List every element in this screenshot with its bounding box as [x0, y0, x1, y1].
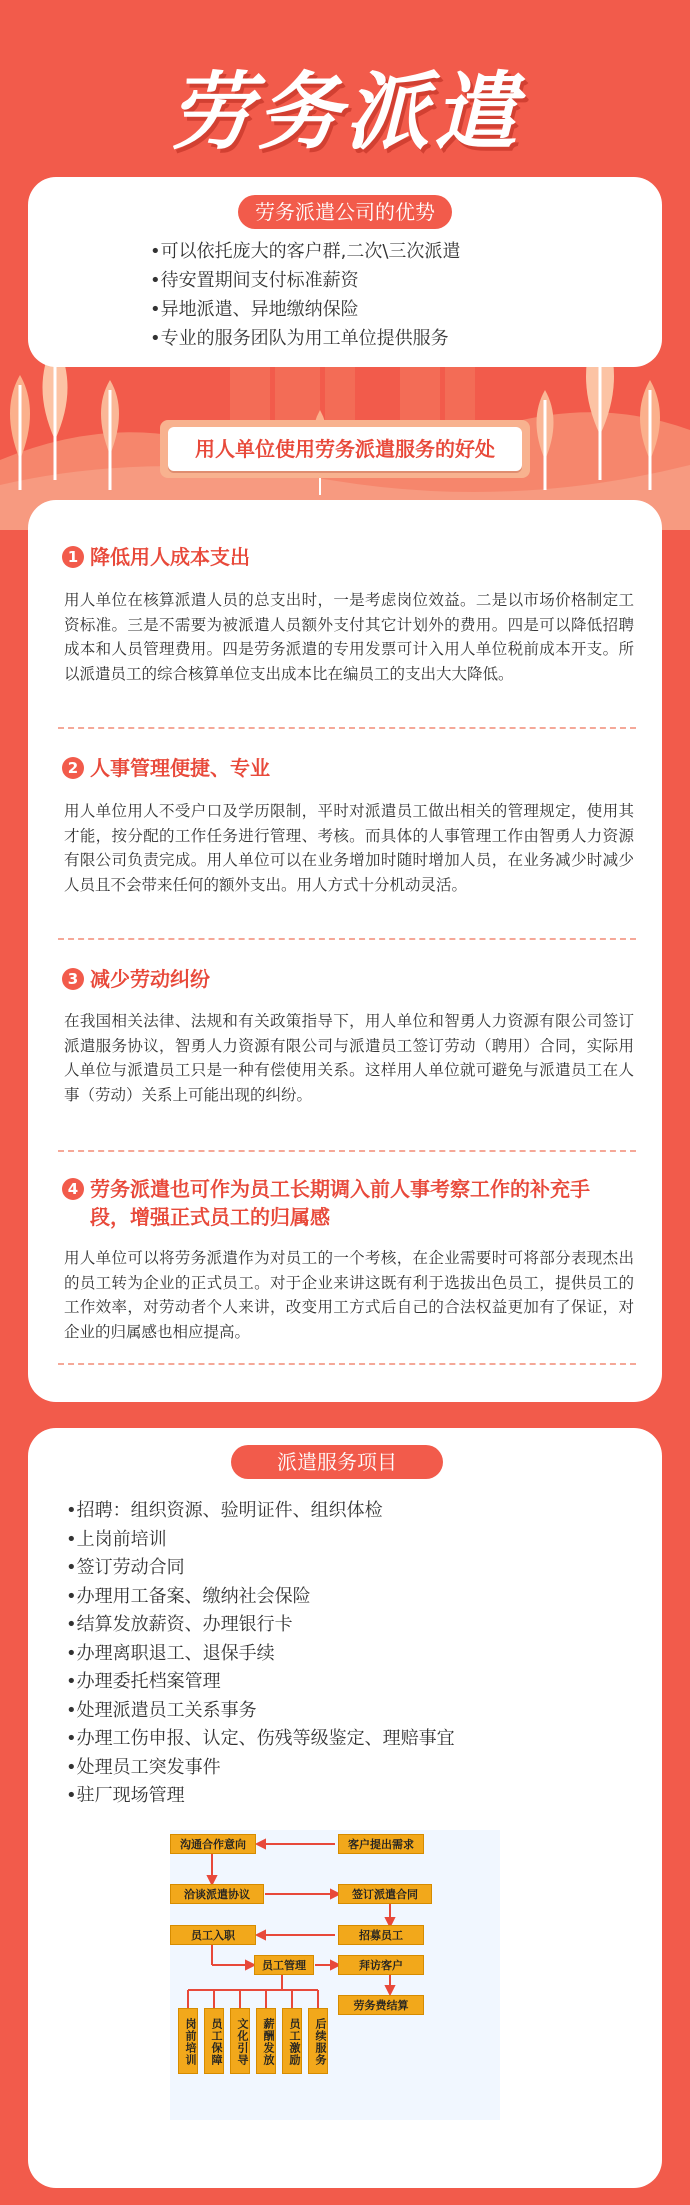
services-list [66, 1497, 455, 1811]
divider [58, 1150, 636, 1152]
list-item: •办理委托档案管理 [66, 1671, 221, 1692]
section-number-badge: 2 [62, 757, 84, 779]
list-item: •办理用工备案、缴纳社会保险 [66, 1585, 311, 1607]
divider [58, 938, 636, 940]
section-heading [62, 543, 250, 571]
flow-step-settle: 劳务费结算 [338, 1995, 424, 2015]
advantages-list [150, 237, 460, 353]
flow-branch: 岗前培训 [178, 2008, 198, 2074]
section-heading [62, 1175, 622, 1231]
flow-step-visit: 拜访客户 [338, 1955, 424, 1975]
list-item: •可以依托庞大的客户群,二次\三次派遣 [150, 241, 461, 262]
section-title: 人事管理便捷、专业 [90, 756, 270, 780]
section-body: 用人单位用人不受户口及学历限制，平时对派遣员工做出相关的管理规定，使用其才能，按分配的工作任务进行管理、考核。而具体的人事管理工作由智勇人力资源有限公司负责完成。用人单位可以在业务增加时随时增加人员，在业务减少时减少人员且不会带来任何的额外支出。用人方式十分机动灵活。 [64, 802, 634, 894]
section-title: 降低用人成本支出 [90, 545, 250, 569]
process-flowchart [170, 1830, 500, 2120]
list-item: •签订劳动合同 [66, 1557, 185, 1578]
section-number-badge: 3 [62, 968, 84, 990]
flow-branch: 文化引导 [230, 2008, 250, 2074]
list-item: •处理派遣员工关系事务 [66, 1699, 257, 1721]
flow-branch: 后续服务 [308, 2008, 328, 2074]
section-number-badge: 1 [62, 546, 84, 568]
section-heading [62, 754, 270, 782]
flow-step-negotiate: 洽谈派遣协议 [170, 1884, 264, 1904]
list-item: •办理离职退工、退保手续 [66, 1642, 275, 1664]
list-item: •招聘：组织资源、验明证件、组织体检 [66, 1500, 383, 1521]
list-item: •结算发放薪资、办理银行卡 [66, 1614, 293, 1635]
flow-step-client-demand: 客户提出需求 [338, 1834, 424, 1854]
hero-title: 劳务派遣 [168, 63, 521, 161]
section-body: 用人单位在核算派遣人员的总支出时，一是考虑岗位效益。二是以市场价格制定工资标准。三是不需要为被派遣人员额外支付其它计划外的费用。四是可以降低招聘成本和人员管理费用。四是劳务派遣的专用发票可计入用人单位税前成本开支。所以派遣员工的综合核算单位支出成本比在编员工的支出大大降低。 [64, 591, 634, 683]
flow-branch: 薪酬发放 [256, 2008, 276, 2074]
section-heading [62, 965, 210, 993]
advantages-title: 劳务派遣公司的优势 [238, 195, 452, 229]
divider [58, 727, 636, 729]
services-title: 派遣服务项目 [231, 1445, 443, 1479]
flow-branch: 员工激励 [282, 2008, 302, 2074]
flow-step-recruit: 招募员工 [338, 1925, 424, 1945]
benefits-title: 用人单位使用劳务派遣服务的好处 [168, 427, 522, 471]
section-title: 劳务派遣也可作为员工长期调入前人事考察工作的补充手段，增强正式员工的归属感 [90, 1177, 590, 1229]
section-title: 减少劳动纠纷 [90, 967, 210, 991]
list-item: •待安置期间支付标准薪资 [150, 270, 359, 291]
section-body: 在我国相关法律、法规和有关政策指导下，用人单位和智勇人力资源有限公司签订派遣服务协议，智勇人力资源有限公司与派遣员工签订劳动（聘用）合同，实际用人单位与派遣员工只是一种有偿使用关系。这样用人单位就可避免与派遣员工在人事（劳动）关系上可能出现的纠纷。 [64, 1012, 634, 1104]
flowchart-connectors [170, 1830, 500, 2120]
flow-step-onboard: 员工入职 [170, 1925, 256, 1945]
flow-step-communicate: 沟通合作意向 [170, 1834, 256, 1854]
divider [58, 1363, 636, 1365]
list-item: •专业的服务团队为用工单位提供服务 [150, 328, 449, 349]
flow-branch: 员工保障 [204, 2008, 224, 2074]
list-item: •处理员工突发事件 [66, 1756, 221, 1778]
section-number-badge: 4 [62, 1178, 84, 1200]
list-item: •异地派遣、异地缴纳保险 [150, 299, 359, 320]
list-item: •办理工伤申报、认定、伤残等级鉴定、理赔事宜 [66, 1728, 455, 1749]
list-item: •上岗前培训 [66, 1528, 167, 1550]
flow-step-sign: 签订派遣合同 [338, 1884, 432, 1904]
flow-step-manage: 员工管理 [254, 1955, 314, 1975]
list-item: •驻厂现场管理 [66, 1785, 185, 1806]
section-body: 用人单位可以将劳务派遣作为对员工的一个考核，在企业需要时可将部分表现杰出的员工转为企业的正式员工。对于企业来讲这既有利于选拔出色员工，提供员工的工作效率，对劳动者个人来讲，改变用工方式后自己的合法权益更加有了保证，对企业的归属感也相应提高。 [64, 1249, 634, 1341]
